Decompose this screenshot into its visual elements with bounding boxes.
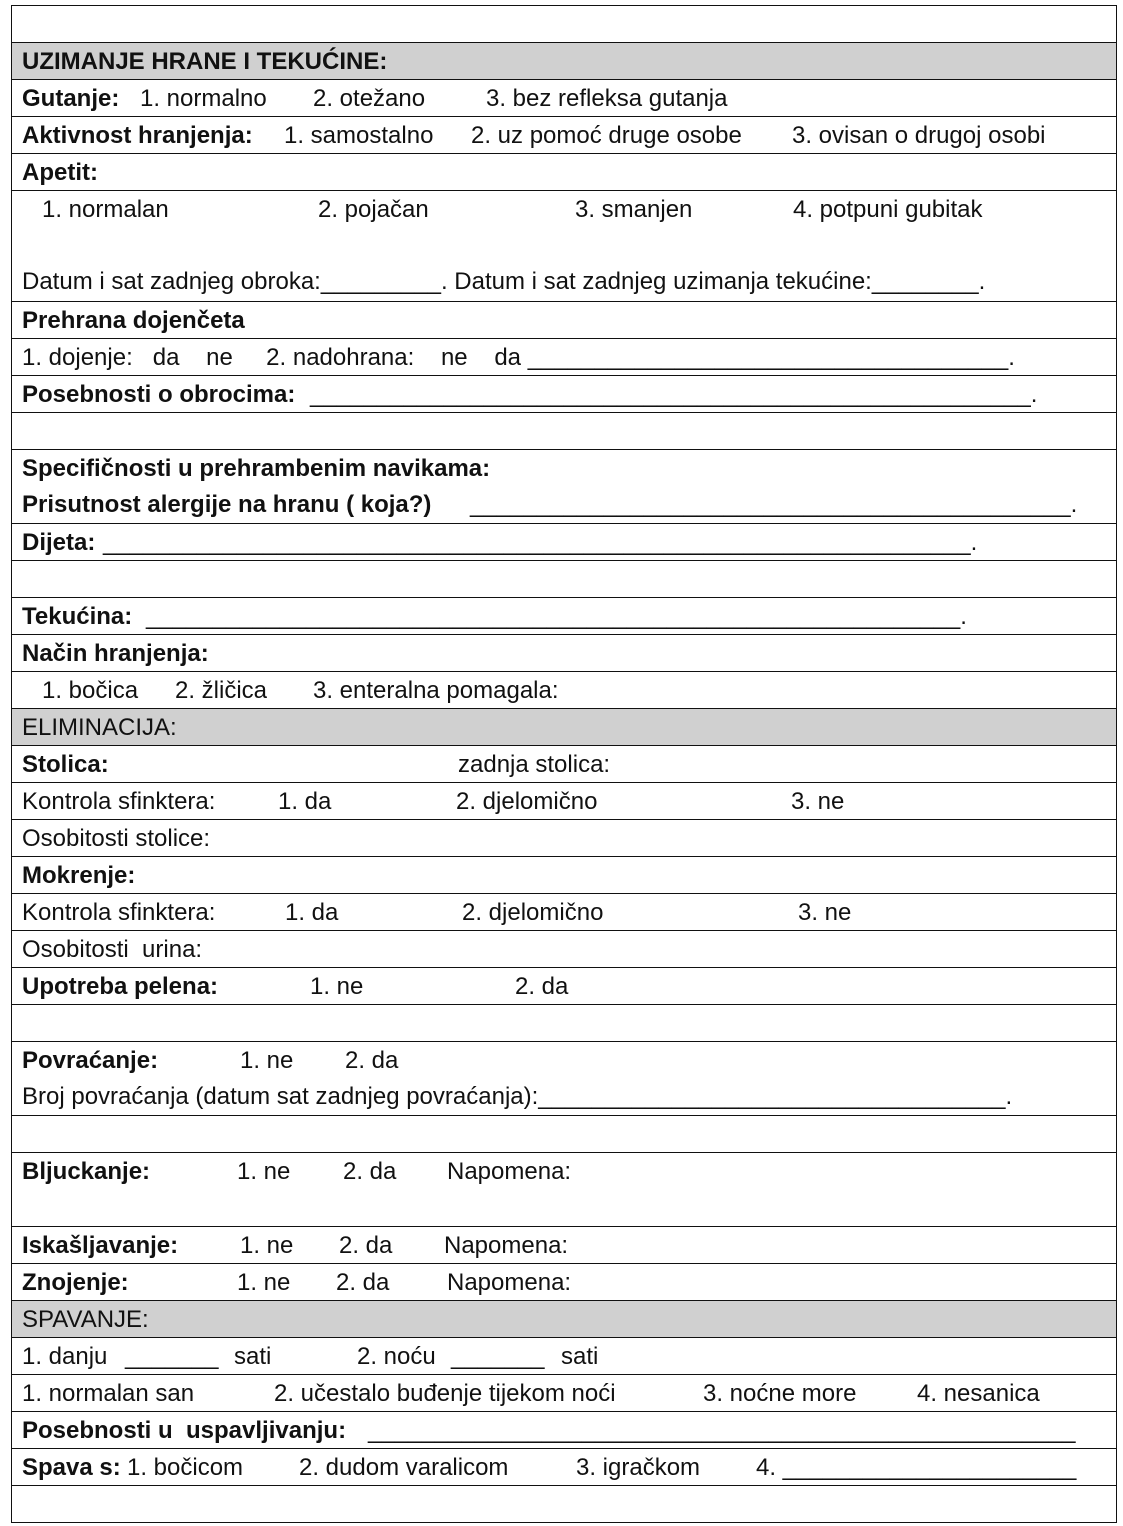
regurgitation-option-no[interactable]: 1. ne xyxy=(237,1158,291,1185)
sweating-option-yes[interactable]: 2. da xyxy=(336,1269,390,1296)
stool-sphincter-label: Kontrola sfinktera: xyxy=(22,788,216,815)
diapers-row xyxy=(12,968,1116,1005)
appetite-row xyxy=(12,154,1116,191)
coughing-option-no[interactable]: 1. ne xyxy=(240,1232,294,1259)
vomiting-label: Povraćanje: xyxy=(22,1047,159,1074)
feeding-method-option-bottle[interactable]: 1. bočica xyxy=(42,677,139,704)
meal-specifics-field[interactable]: ______________________________________________________. xyxy=(310,381,1038,408)
regurgitation-label: Bljuckanje: xyxy=(22,1158,151,1185)
sleeps-with-row xyxy=(12,1449,1116,1486)
sleeps-with-option-toy[interactable]: 3. igračkom xyxy=(576,1454,701,1481)
sleep-hours-row xyxy=(12,1338,1116,1375)
diet-field[interactable]: _________________________________________________________________. xyxy=(103,529,978,556)
coughing-note-label[interactable]: Napomena: xyxy=(444,1232,569,1259)
stool-sphincter-option-no[interactable]: 3. ne xyxy=(791,788,845,815)
urine-notes-row xyxy=(12,931,1116,968)
fluid-row xyxy=(12,598,1116,635)
feeding-method-option-enteral[interactable]: 3. enteralna pomagala: xyxy=(313,677,559,704)
section-header-feeding xyxy=(12,43,1116,80)
sweating-row xyxy=(12,1264,1116,1301)
food-allergy-field[interactable]: _____________________________________________. xyxy=(470,491,1078,518)
blank-row xyxy=(12,561,1116,598)
dietary-habits-label: Specifičnosti u prehrambenim navikama: xyxy=(22,455,491,482)
urine-sphincter-label: Kontrola sfinktera: xyxy=(22,899,216,926)
vomiting-count-line[interactable]: Broj povraćanja (datum sat zadnjeg povraćanja):___________________________________. xyxy=(22,1083,1013,1110)
falling-asleep-label: Posebnosti u uspavljivanju: xyxy=(22,1417,347,1444)
feeding-activity-row xyxy=(12,117,1116,154)
stool-sphincter-option-partial[interactable]: 2. djelomično xyxy=(456,788,598,815)
vomiting-row xyxy=(12,1042,1116,1116)
feeding-activity-label: Aktivnost hranjenja: xyxy=(22,122,253,149)
diet-row xyxy=(12,524,1116,561)
feeding-header: UZIMANJE HRANE I TEKUĆINE: xyxy=(22,48,388,75)
sleep-night-hours-unit: sati xyxy=(561,1343,599,1370)
coughing-label: Iskašljavanje: xyxy=(22,1232,179,1259)
sleep-quality-row xyxy=(12,1375,1116,1412)
blank-bottom-row xyxy=(12,1486,1116,1522)
sleep-header: SPAVANJE: xyxy=(22,1306,149,1333)
sleep-quality-option-nightmares[interactable]: 3. noćne more xyxy=(703,1380,857,1407)
urine-sphincter-option-no[interactable]: 3. ne xyxy=(798,899,852,926)
sleeps-with-label: Spava s: xyxy=(22,1454,121,1481)
blank-row xyxy=(12,1116,1116,1153)
section-header-sleep xyxy=(12,1301,1116,1338)
appetite-label: Apetit: xyxy=(22,159,98,186)
diet-label: Dijeta: xyxy=(22,529,96,556)
feeding-method-options-row xyxy=(12,672,1116,709)
vomiting-option-yes[interactable]: 2. da xyxy=(345,1047,399,1074)
swallowing-option-no-reflex[interactable]: 3. bez refleksa gutanja xyxy=(486,85,728,112)
sleeps-with-option-bottle[interactable]: 1. bočicom xyxy=(127,1454,244,1481)
fluid-field[interactable]: _____________________________________________________________. xyxy=(146,603,967,630)
sleep-quality-option-insomnia[interactable]: 4. nesanica xyxy=(917,1380,1040,1407)
urination-label: Mokrenje: xyxy=(22,862,136,889)
meal-specifics-row xyxy=(12,376,1116,413)
sleep-quality-option-frequent-waking[interactable]: 2. učestalo buđenje tijekom noći xyxy=(274,1380,616,1407)
stool-row xyxy=(12,746,1116,783)
falling-asleep-row xyxy=(12,1412,1116,1449)
feeding-method-row xyxy=(12,635,1116,672)
blank-row xyxy=(12,413,1116,450)
vomiting-option-no[interactable]: 1. ne xyxy=(240,1047,294,1074)
sleep-day-hours-unit: sati xyxy=(234,1343,272,1370)
appetite-option-total-loss[interactable]: 4. potpuni gubitak xyxy=(793,196,983,223)
sleep-day-hours-field[interactable]: _______ xyxy=(125,1343,219,1370)
feeding-method-option-spoon[interactable]: 2. žličica xyxy=(175,677,268,704)
sweating-option-no[interactable]: 1. ne xyxy=(237,1269,291,1296)
breastfeeding-row xyxy=(12,339,1116,376)
urine-notes-label[interactable]: Osobitosti urina: xyxy=(22,936,203,963)
swallowing-row xyxy=(12,80,1116,117)
appetite-option-increased[interactable]: 2. pojačan xyxy=(318,196,429,223)
sleeps-with-option-pacifier[interactable]: 2. dudom varalicom xyxy=(299,1454,509,1481)
urine-sphincter-option-yes[interactable]: 1. da xyxy=(285,899,339,926)
diapers-label: Upotreba pelena: xyxy=(22,973,219,1000)
sleep-night-label: 2. noću xyxy=(357,1343,436,1370)
sleep-night-hours-field[interactable]: _______ xyxy=(451,1343,545,1370)
regurgitation-row xyxy=(12,1153,1116,1227)
appetite-option-normal[interactable]: 1. normalan xyxy=(42,196,169,223)
regurgitation-option-yes[interactable]: 2. da xyxy=(343,1158,397,1185)
nursing-assessment-form xyxy=(11,5,1117,1523)
feeding-activity-option-assisted[interactable]: 2. uz pomoć druge osobe xyxy=(471,122,742,149)
coughing-option-yes[interactable]: 2. da xyxy=(339,1232,393,1259)
infant-nutrition-label: Prehrana dojenčeta xyxy=(22,307,245,334)
elimination-header: ELIMINACIJA: xyxy=(22,714,177,741)
stool-sphincter-option-yes[interactable]: 1. da xyxy=(278,788,332,815)
urination-row xyxy=(12,857,1116,894)
stool-label: Stolica: xyxy=(22,751,109,778)
stool-sphincter-row xyxy=(12,783,1116,820)
urine-sphincter-option-partial[interactable]: 2. djelomično xyxy=(462,899,604,926)
sleep-quality-option-normal[interactable]: 1. normalan san xyxy=(22,1380,195,1407)
stool-notes-label[interactable]: Osobitosti stolice: xyxy=(22,825,211,852)
regurgitation-note-label[interactable]: Napomena: xyxy=(447,1158,572,1185)
sleep-day-label: 1. danju xyxy=(22,1343,108,1370)
falling-asleep-field[interactable]: _____________________________________________________ xyxy=(368,1417,1076,1444)
swallowing-option-difficult[interactable]: 2. otežano xyxy=(313,85,426,112)
diapers-option-no[interactable]: 1. ne xyxy=(310,973,364,1000)
feeding-activity-option-dependent[interactable]: 3. ovisan o drugoj osobi xyxy=(792,122,1046,149)
breastfeeding-line[interactable]: 1. dojenje: da ne 2. nadohrana: ne da ____________________________________. xyxy=(22,344,1015,371)
feeding-activity-option-independent[interactable]: 1. samostalno xyxy=(284,122,434,149)
infant-nutrition-row xyxy=(12,302,1116,339)
blank-row xyxy=(12,1005,1116,1042)
sleeps-with-option-other[interactable]: 4. ______________________ xyxy=(756,1454,1077,1481)
meal-specifics-label: Posebnosti o obrocima: xyxy=(22,381,296,408)
diapers-option-yes[interactable]: 2. da xyxy=(515,973,569,1000)
blank-top-row xyxy=(12,6,1116,43)
swallowing-option-normal[interactable]: 1. normalno xyxy=(140,85,267,112)
urine-sphincter-row xyxy=(12,894,1116,931)
appetite-option-decreased[interactable]: 3. smanjen xyxy=(575,196,693,223)
last-stool-label[interactable]: zadnja stolica: xyxy=(458,751,611,778)
fluid-label: Tekućina: xyxy=(22,603,133,630)
section-header-elimination xyxy=(12,709,1116,746)
stool-notes-row xyxy=(12,820,1116,857)
swallowing-label: Gutanje: xyxy=(22,85,120,112)
appetite-options-row xyxy=(12,191,1116,302)
last-meal-line[interactable]: Datum i sat zadnjeg obroka:_________. Datum i sat zadnjeg uzimanja tekućine:________. xyxy=(22,268,986,295)
dietary-habits-row xyxy=(12,450,1116,524)
food-allergy-label: Prisutnost alergije na hranu ( koja?) xyxy=(22,491,432,518)
sweating-label: Znojenje: xyxy=(22,1269,129,1296)
sweating-note-label[interactable]: Napomena: xyxy=(447,1269,572,1296)
coughing-row xyxy=(12,1227,1116,1264)
feeding-method-label: Način hranjenja: xyxy=(22,640,209,667)
